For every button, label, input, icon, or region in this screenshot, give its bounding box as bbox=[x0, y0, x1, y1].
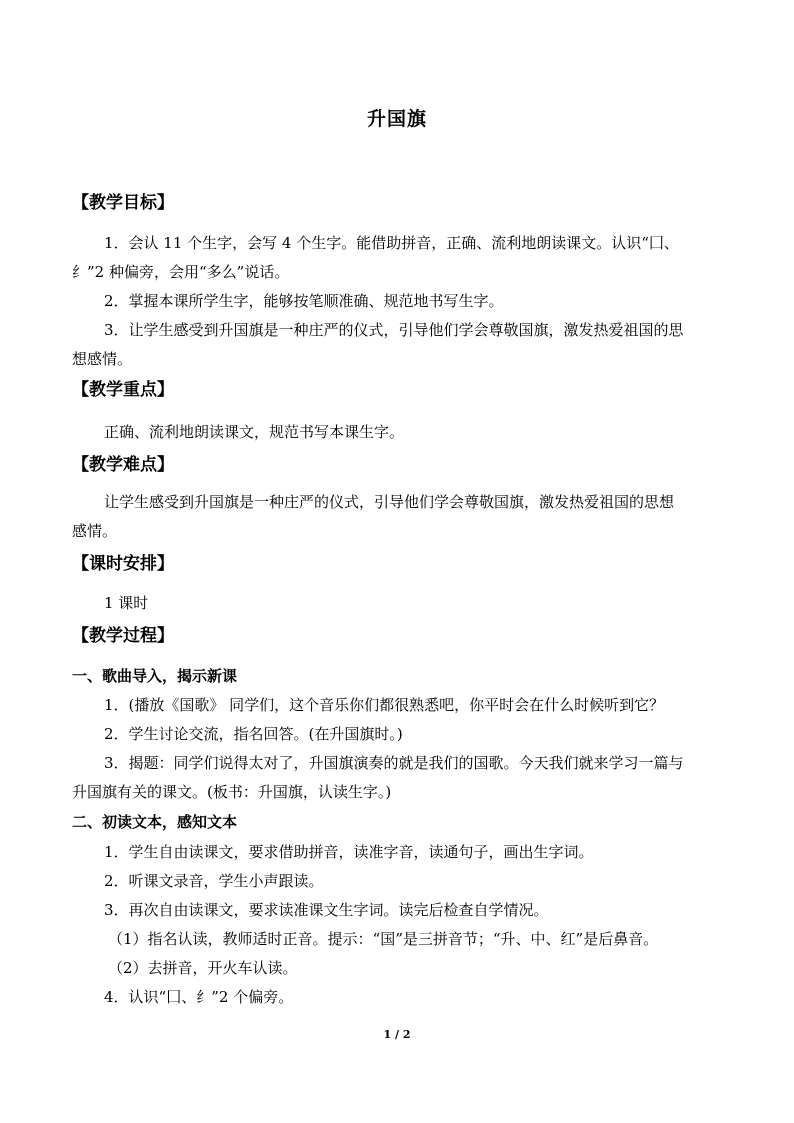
part1-line-3: 3．揭题：同学们说得太对了，升国旗演奏的就是我们的国歌。今天我们就来学习一篇与 bbox=[104, 754, 684, 772]
heading-key: 【教学重点】 bbox=[72, 380, 174, 400]
goals-line-1: 1．会认 11 个生字，会写 4 个生字。能借助拼音，正确、流利地朗读课文。认识“囗、 bbox=[104, 234, 679, 252]
part2-line-3: 3．再次自由读课文，要求读准课文生字词。读完后检查自学情况。 bbox=[104, 901, 549, 919]
page-number: 1 / 2 bbox=[383, 1028, 411, 1041]
goals-line-2: 纟”2 种偏旁，会用“多么”说话。 bbox=[72, 263, 290, 281]
heading-process: 【教学过程】 bbox=[72, 626, 174, 646]
page-title: 升国旗 bbox=[366, 108, 427, 130]
part1-line-4: 升国旗有关的课文。(板书：升国旗，认读生字。) bbox=[72, 783, 392, 801]
difficulty-line-1: 让学生感受到升国旗是一种庄严的仪式，引导他们学会尊敬国旗，激发热爱祖国的思想 bbox=[104, 493, 675, 511]
part1-heading: 一、歌曲导入，揭示新课 bbox=[72, 667, 238, 685]
goals-line-4: 3．让学生感受到升国旗是一种庄严的仪式，引导他们学会尊敬国旗，激发热爱祖国的思 bbox=[104, 321, 684, 339]
goals-line-3: 2．掌握本课所学生字，能够按笔顺准确、规范地书写生字。 bbox=[104, 292, 504, 310]
schedule-line: 1 课时 bbox=[104, 594, 149, 612]
difficulty-line-2: 感情。 bbox=[72, 522, 118, 540]
part2-line-1: 1．学生自由读课文，要求借助拼音，读准字音，读通句子，画出生字词。 bbox=[104, 843, 594, 861]
heading-schedule: 【课时安排】 bbox=[72, 554, 174, 574]
part2-line-2: 2．听课文录音，学生小声跟读。 bbox=[104, 872, 324, 890]
heading-goals: 【教学目标】 bbox=[72, 193, 174, 213]
part1-line-2: 2．学生讨论交流，指名回答。(在升国旗时。) bbox=[104, 725, 403, 743]
goals-line-5: 想感情。 bbox=[72, 350, 133, 368]
part1-line-1: 1．(播放《国歌》 同学们，这个音乐你们都很熟悉吧，你平时会在什么时候听到它？ bbox=[104, 696, 665, 714]
heading-difficulty: 【教学难点】 bbox=[72, 455, 174, 475]
key-line: 正确、流利地朗读课文，规范书写本课生字。 bbox=[104, 423, 405, 441]
part2-line-6: 4．认识“囗、纟”2 个偏旁。 bbox=[104, 988, 294, 1006]
part2-line-4: （1）指名认读，教师适时正音。提示：“国”是三拼音节；“升、中、红”是后鼻音。 bbox=[108, 930, 659, 948]
part2-heading: 二、初读文本，感知文本 bbox=[72, 813, 238, 831]
part2-line-5: （2）去拼音，开火车认读。 bbox=[108, 959, 298, 977]
